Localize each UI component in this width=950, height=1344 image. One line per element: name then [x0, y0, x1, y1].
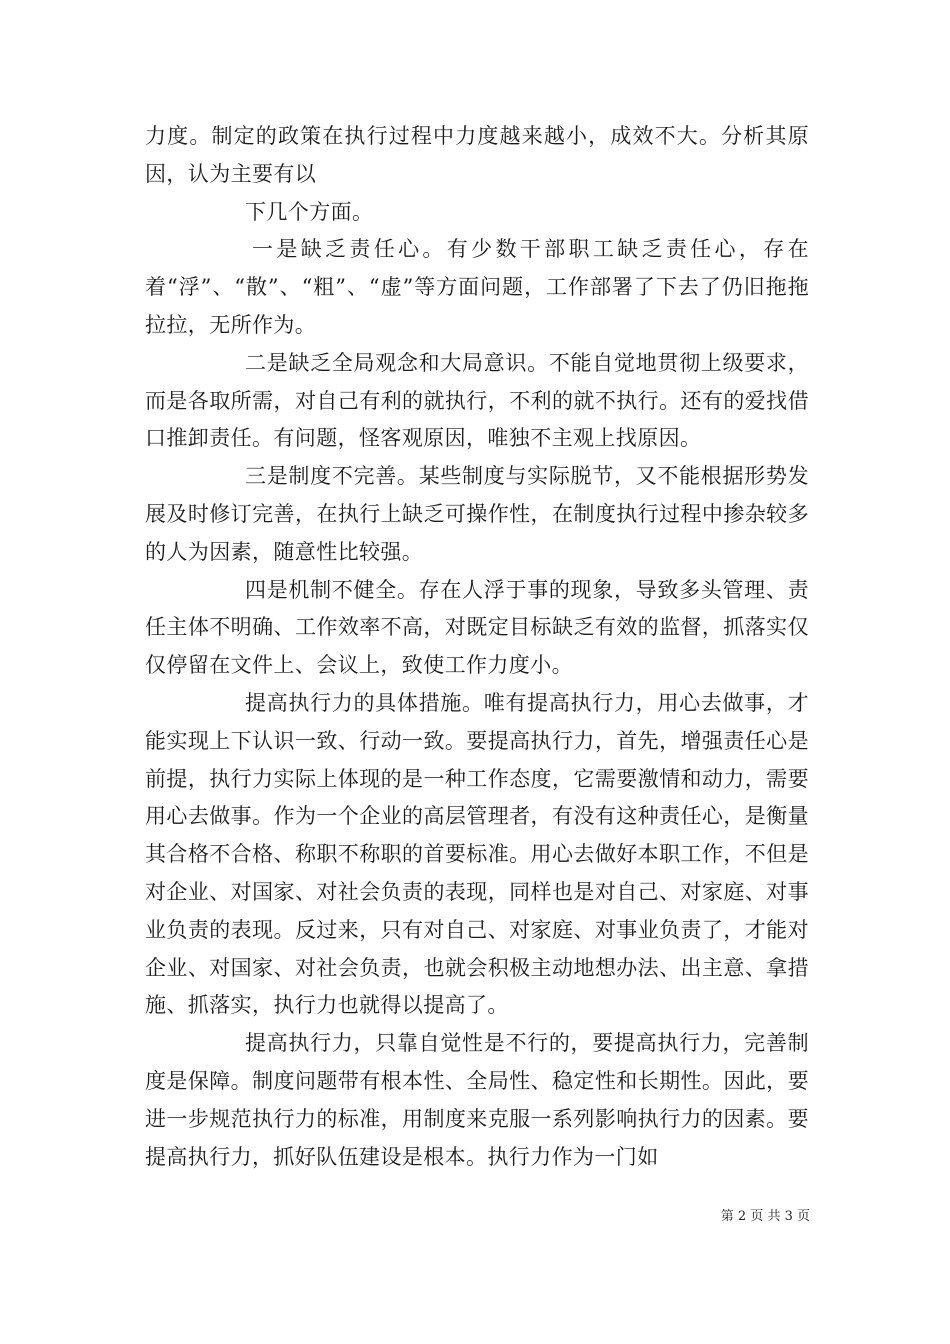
- paragraph-point-two: 二是缺乏全局观念和大局意识。不能自觉地贯彻上级要求，而是各取所需，对自己有利的就执行，不利的就不执行。还有的爱找借口推卸责任。有问题，怪客观原因，唯独不主观上找原因。: [145, 350, 809, 451]
- paragraph-point-one: 一是缺乏责任心。有少数干部职工缺乏责任心，存在着“浮”、“散”、“粗”、“虚”等方面问题，工作部署了下去了仍旧拖拖拉拉，无所作为。: [145, 237, 809, 337]
- page-number: 第 2 页 共 3 页: [720, 1209, 810, 1224]
- paragraph-continuation: 力度。制定的政策在执行过程中力度越来越小，成效不大。分析其原因，认为主要有以: [145, 124, 809, 186]
- paragraph-institution: 提高执行力，只靠自觉性是不行的，要提高执行力，完善制度是保障。制度问题带有根本性、全局性、稳定性和长期性。因此，要进一步规范执行力的标准，用制度来克服一系列影响执行力的因素。要提高执行力，抓好队伍建设是根本。执行力作为一门如: [145, 1031, 809, 1169]
- body-text: [145, 118, 809, 1176]
- paragraph-point-four: 四是机制不健全。存在人浮于事的现象，导致多头管理、责任主体不明确、工作效率不高，对既定目标缺乏有效的监督，抓落实仅仅停留在文件上、会议上，致使工作力度小。: [145, 577, 809, 678]
- paragraph-point-three: 三是制度不完善。某些制度与实际脱节，又不能根据形势发展及时修订完善，在执行上缺乏可操作性，在制度执行过程中掺杂较多的人为因素，随意性比较强。: [145, 464, 809, 564]
- paragraph-continuation-tail: 下几个方面。: [245, 199, 374, 224]
- paragraph-measures: 提高执行力的具体措施。唯有提高执行力，用心去做事，才能实现上下认识一致、行动一致。要提高执行力，首先，增强责任心是前提，执行力实际上体现的是一种工作态度，它需要激情和动力，需要用心去做事。作为一个企业的高层管理者，有没有这种责任心，是衡量其合格不合格、称职不称职的首要标准。用心去做好本职工作，不但是对企业、对国家、对社会负责的表现，同样也是对自己、对家庭、对事业负责的表现。反过来，只有对自己、对家庭、对事业负责了，才能对企业、对国家、对社会负责，也就会积极主动地想办法、出主意、拿措施、抓落实，执行力也就得以提高了。: [145, 690, 809, 1018]
